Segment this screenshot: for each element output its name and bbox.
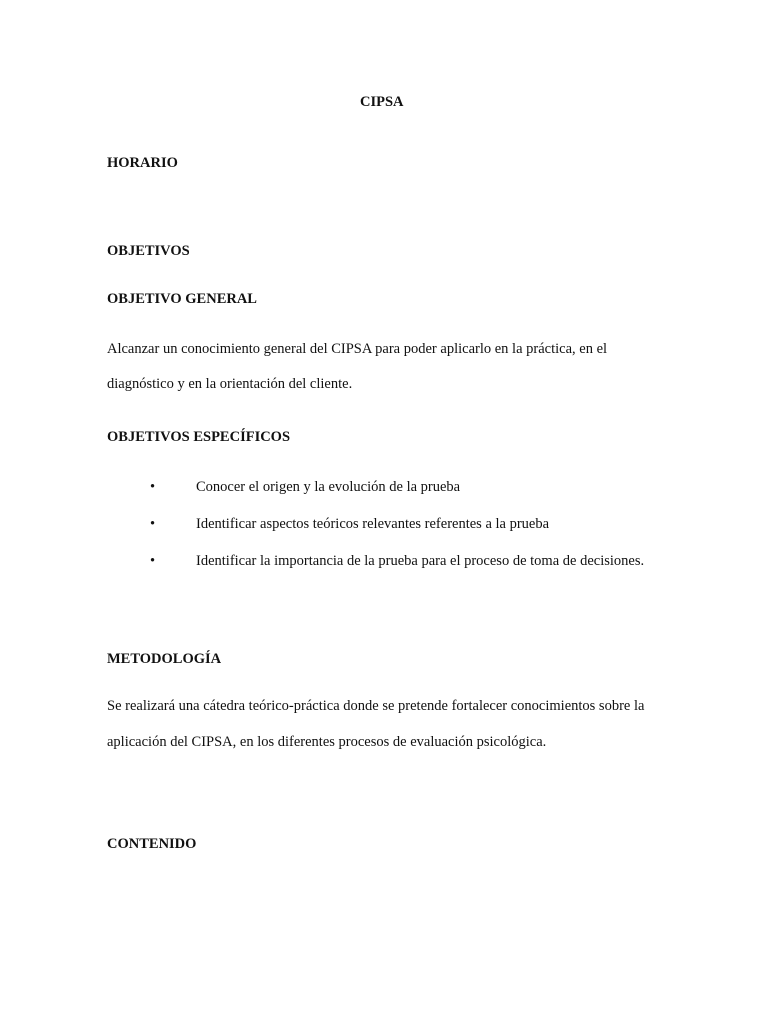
heading-horario: HORARIO: [107, 155, 178, 171]
bullet-marker: •: [150, 479, 156, 495]
objetivo-general-line-1: Alcanzar un conocimiento general del CIPSA para poder aplicarlo en la práctica, en el: [107, 341, 608, 357]
heading-objetivo-general: OBJETIVO GENERAL: [107, 291, 257, 307]
list-item: Identificar aspectos teóricos relevantes referentes a la prueba: [196, 516, 550, 532]
objetivo-general-line-2: diagnóstico y en la orientación del cliente.: [107, 376, 353, 392]
list-item: Conocer el origen y la evolución de la prueba: [196, 479, 461, 495]
list-item: Identificar la importancia de la prueba para el proceso de toma de decisiones.: [196, 553, 645, 569]
metodologia-line-1: Se realizará una cátedra teórico-práctica donde se pretende fortalecer conocimientos sobre la: [107, 698, 645, 714]
heading-contenido: CONTENIDO: [107, 836, 197, 852]
document-title: CIPSA: [360, 94, 404, 110]
metodologia-paragraph: [107, 697, 661, 751]
metodologia-line-2: aplicación del CIPSA, en los diferentes procesos de evaluación psicológica.: [107, 734, 547, 750]
heading-objetivos-especificos: OBJETIVOS ESPECÍFICOS: [107, 429, 291, 445]
heading-objetivos: OBJETIVOS: [107, 243, 190, 259]
bullet-marker: •: [150, 553, 156, 569]
objetivo-general-paragraph: [107, 340, 661, 393]
heading-metodologia: METODOLOGÍA: [107, 651, 222, 667]
bullet-marker: •: [150, 516, 156, 532]
